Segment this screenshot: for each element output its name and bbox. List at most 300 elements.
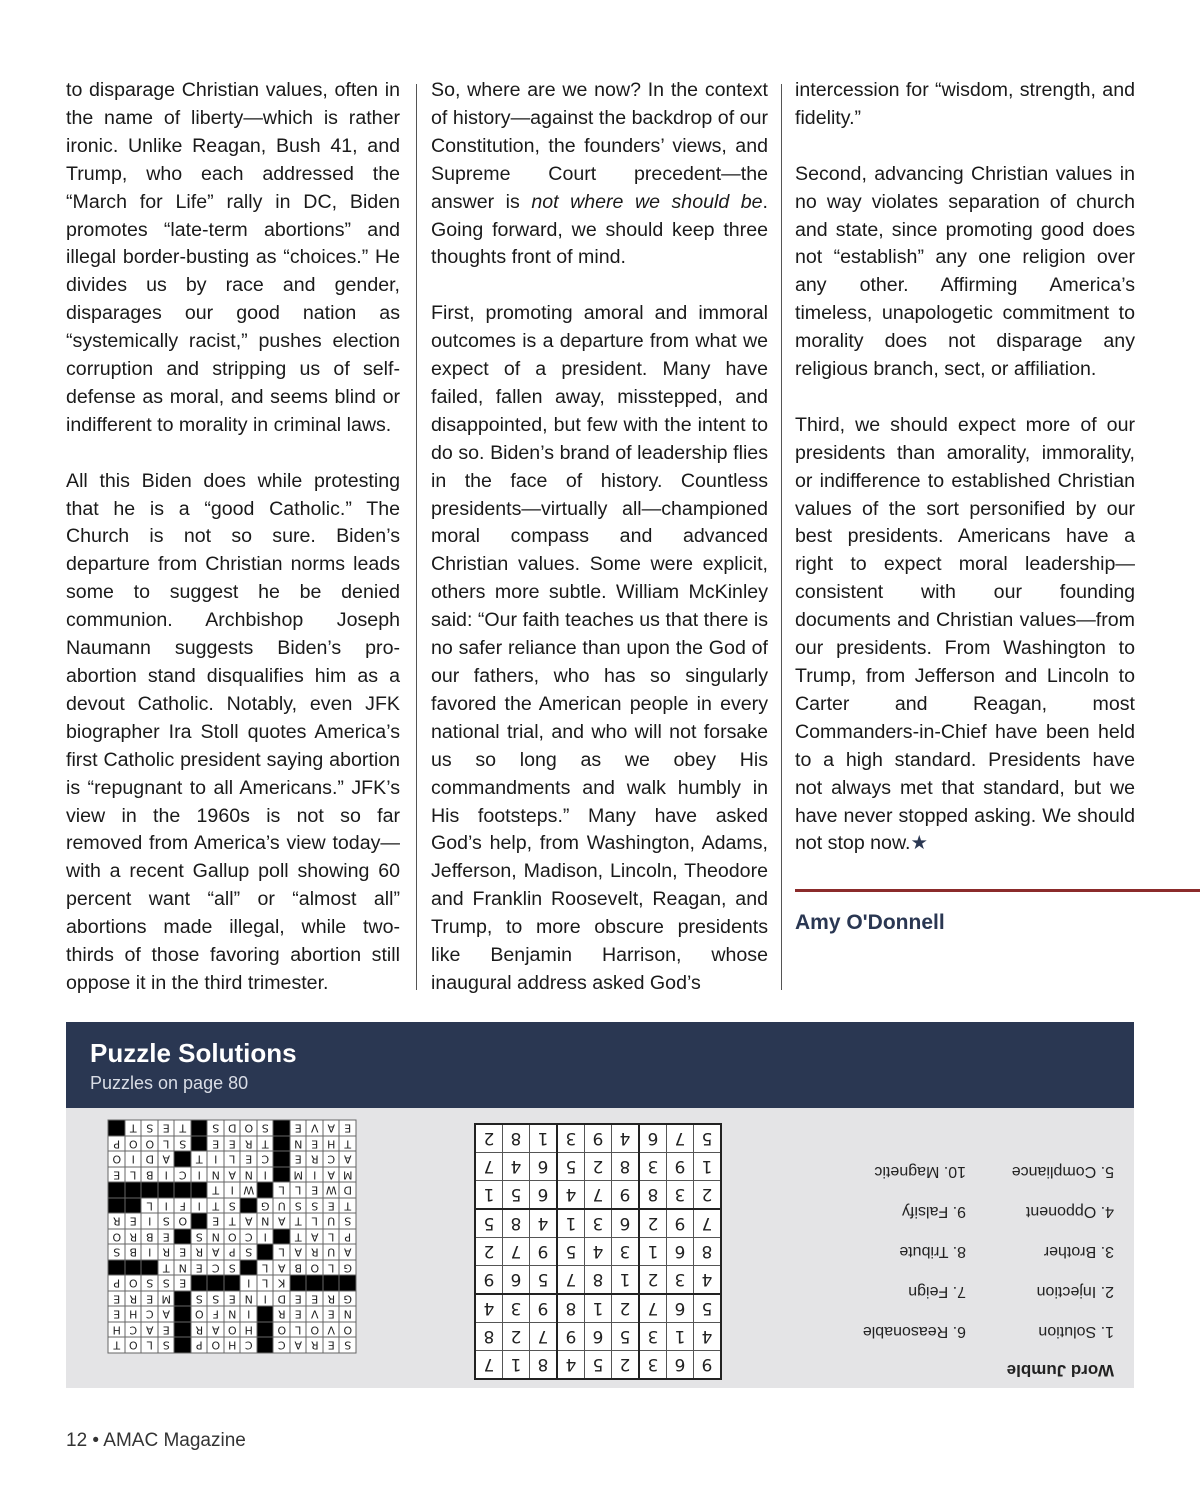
sudoku-cell: 8	[475, 1323, 503, 1351]
crossword-row	[109, 1291, 357, 1307]
crossword-block	[175, 1291, 192, 1307]
crossword-block	[175, 1322, 192, 1338]
sudoku-cell: 4	[585, 1238, 612, 1266]
crossword-block	[109, 1183, 126, 1199]
sudoku-cell: 8	[503, 1124, 530, 1153]
crossword-cell: S	[142, 1276, 159, 1292]
crossword-row	[109, 1183, 357, 1199]
sudoku-cell: 5	[503, 1181, 530, 1210]
crossword-cell: A	[158, 1152, 175, 1168]
sudoku-cell: 3	[667, 1266, 694, 1295]
crossword-cell: W	[241, 1183, 258, 1199]
col3-paragraph-3	[795, 412, 1135, 859]
crossword-cell: P	[191, 1338, 208, 1354]
crossword-cell: R	[274, 1307, 291, 1323]
crossword-cell: T	[191, 1152, 208, 1168]
sudoku-cell: 1	[612, 1266, 640, 1295]
sudoku-cell: 2	[503, 1323, 530, 1351]
sudoku-cell: 9	[557, 1323, 585, 1351]
sudoku-cell: 1	[475, 1181, 503, 1210]
crossword-cell: P	[109, 1136, 126, 1152]
crossword-cell: N	[257, 1214, 274, 1230]
sudoku-row	[475, 1323, 721, 1351]
crossword-cell: H	[109, 1322, 126, 1338]
crossword-block	[257, 1245, 274, 1261]
crossword-cell: V	[323, 1322, 340, 1338]
crossword-cell: O	[191, 1307, 208, 1323]
crossword-block	[191, 1136, 208, 1152]
crossword-cell: O	[142, 1136, 159, 1152]
crossword-block	[257, 1322, 274, 1338]
crossword-cell: L	[323, 1260, 340, 1276]
crossword-cell: C	[323, 1152, 340, 1168]
crossword-cell: V	[307, 1307, 324, 1323]
crossword-cell: S	[208, 1291, 225, 1307]
sudoku-cell: 3	[503, 1294, 530, 1323]
sudoku-cell: 9	[530, 1238, 558, 1266]
jumble-item: 9. Falsify	[901, 1203, 966, 1220]
crossword-cell: O	[175, 1214, 192, 1230]
sudoku-cell: 2	[475, 1238, 503, 1266]
crossword-cell: S	[224, 1198, 241, 1214]
col1-paragraph-2: All this Biden does while protesting that he is a “good Catholic.” The Church is not so sure. Biden’s departure from Christian norms leads some to suggest he be denied communion. Archbishop Joseph Naumann suggests Biden’s pro-abortion stand disqualifies him as a devout Catholic. Notably, even JFK biographer Ira Stoll quotes America’s first Catholic president saying abortion is “repugnant to all Americans.” JFK’s view in the 1960s is not so far removed from America’s view today—with a recent Gallup poll showing 60 percent want “all” or “almost all” abortions made illegal, while two-thirds of those favoring abortion still oppose it in the third trimester.	[66, 469, 400, 994]
crossword-cell: C	[257, 1152, 274, 1168]
crossword-cell: U	[323, 1214, 340, 1230]
crossword-cell: G	[340, 1260, 357, 1276]
crossword-cell: E	[158, 1229, 175, 1245]
sudoku-cell: 7	[694, 1209, 722, 1238]
crossword-row	[109, 1307, 357, 1323]
sudoku-cell: 5	[530, 1266, 558, 1295]
crossword-block	[274, 1136, 291, 1152]
crossword-block	[175, 1152, 192, 1168]
crossword-cell: N	[241, 1291, 258, 1307]
crossword-cell: N	[208, 1167, 225, 1183]
crossword-cell: L	[290, 1322, 307, 1338]
sudoku-cell: 9	[694, 1351, 722, 1380]
sudoku-cell: 7	[475, 1351, 503, 1380]
crossword-cell: I	[142, 1214, 159, 1230]
crossword-cell: P	[109, 1276, 126, 1292]
crossword-cell: A	[241, 1214, 258, 1230]
crossword-cell: H	[125, 1307, 142, 1323]
crossword-cell: V	[307, 1121, 324, 1137]
crossword-cell: E	[241, 1152, 258, 1168]
crossword-block	[125, 1183, 142, 1199]
column-divider	[416, 84, 417, 990]
crossword-cell: A	[323, 1167, 340, 1183]
crossword-cell: O	[109, 1152, 126, 1168]
crossword-cell: O	[125, 1136, 142, 1152]
crossword-cell: S	[208, 1121, 225, 1137]
word-jumble-solution	[842, 1124, 1114, 1380]
sudoku-cell: 8	[694, 1238, 722, 1266]
crossword-block	[142, 1260, 159, 1276]
crossword-cell: L	[323, 1229, 340, 1245]
crossword-cell: D	[274, 1291, 291, 1307]
crossword-cell: D	[340, 1183, 357, 1199]
crossword-cell: T	[109, 1338, 126, 1354]
sudoku-cell: 7	[667, 1124, 694, 1153]
crossword-cell: L	[257, 1260, 274, 1276]
crossword-cell: B	[290, 1260, 307, 1276]
crossword-cell: A	[290, 1245, 307, 1261]
sudoku-cell: 1	[557, 1209, 585, 1238]
crossword-cell: O	[307, 1260, 324, 1276]
sudoku-cell: 2	[639, 1266, 667, 1295]
crossword-cell: E	[307, 1136, 324, 1152]
crossword-block	[109, 1121, 126, 1137]
sudoku-cell: 1	[694, 1153, 722, 1181]
crossword-cell: E	[224, 1291, 241, 1307]
crossword-cell: E	[307, 1183, 324, 1199]
crossword-cell: S	[257, 1121, 274, 1137]
crossword-cell: I	[191, 1167, 208, 1183]
puzzle-header	[66, 1022, 1134, 1108]
sudoku-cell: 9	[475, 1266, 503, 1295]
jumble-item: 7. Feign	[908, 1283, 966, 1300]
sudoku-cell: 8	[503, 1209, 530, 1238]
crossword-cell: R	[241, 1136, 258, 1152]
author-divider	[795, 889, 1200, 892]
crossword-block	[323, 1276, 340, 1292]
crossword-cell: T	[208, 1198, 225, 1214]
crossword-cell: E	[109, 1167, 126, 1183]
sudoku-cell: 5	[475, 1209, 503, 1238]
jumble-item: 10. Magnetic	[874, 1163, 966, 1180]
sudoku-cell: 4	[557, 1181, 585, 1210]
sudoku-row	[475, 1209, 721, 1238]
crossword-cell: E	[290, 1152, 307, 1168]
sudoku-row	[475, 1124, 721, 1153]
crossword-cell: R	[307, 1338, 324, 1354]
sudoku-cell: 2	[612, 1294, 640, 1323]
crossword-cell: E	[109, 1291, 126, 1307]
crossword-cell: N	[290, 1136, 307, 1152]
crossword-block	[241, 1260, 258, 1276]
crossword-row	[109, 1322, 357, 1338]
crossword-block	[142, 1183, 159, 1199]
sudoku-cell: 7	[475, 1153, 503, 1181]
crossword-cell: T	[290, 1229, 307, 1245]
crossword-cell: A	[158, 1307, 175, 1323]
sudoku-cell: 4	[475, 1294, 503, 1323]
crossword-cell: U	[274, 1198, 291, 1214]
crossword-cell: S	[158, 1338, 175, 1354]
crossword-cell: M	[340, 1167, 357, 1183]
crossword-cell: E	[109, 1307, 126, 1323]
crossword-cell: L	[274, 1245, 291, 1261]
crossword-solution	[108, 1120, 357, 1354]
sudoku-cell: 7	[557, 1266, 585, 1295]
crossword-cell: T	[125, 1121, 142, 1137]
crossword-cell: T	[175, 1121, 192, 1137]
crossword-block	[257, 1338, 274, 1354]
crossword-cell: E	[208, 1214, 225, 1230]
sudoku-cell: 6	[667, 1351, 694, 1380]
crossword-cell: E	[290, 1121, 307, 1137]
crossword-block	[175, 1338, 192, 1354]
crossword-cell: S	[307, 1198, 324, 1214]
crossword-cell: T	[208, 1183, 225, 1199]
sudoku-cell: 9	[530, 1294, 558, 1323]
crossword-cell: E	[191, 1260, 208, 1276]
sudoku-cell: 1	[503, 1351, 530, 1380]
sudoku-cell: 6	[503, 1266, 530, 1295]
sudoku-cell: 7	[530, 1323, 558, 1351]
sudoku-cell: 4	[557, 1351, 585, 1380]
crossword-cell: N	[340, 1307, 357, 1323]
crossword-cell: N	[241, 1167, 258, 1183]
sudoku-cell: 4	[530, 1209, 558, 1238]
crossword-cell: R	[307, 1152, 324, 1168]
crossword-block	[274, 1121, 291, 1137]
crossword-cell: A	[274, 1260, 291, 1276]
sudoku-cell: 9	[585, 1124, 612, 1153]
crossword-cell: H	[241, 1322, 258, 1338]
crossword-cell: L	[142, 1338, 159, 1354]
sudoku-cell: 8	[639, 1181, 667, 1210]
col3-paragraph-2: Second, advancing Christian values in no way violates separation of church and state, since promoting good does not “establish” any one religion over any other. Affirming America’s timeless, unapologetic commitment to morality does not disparage any religious branch, sect, or affiliation.	[795, 162, 1135, 381]
crossword-cell: C	[241, 1229, 258, 1245]
crossword-cell: I	[224, 1183, 241, 1199]
crossword-cell: A	[208, 1245, 225, 1261]
crossword-cell: E	[340, 1121, 357, 1137]
jumble-item: 8. Tribute	[899, 1243, 966, 1260]
crossword-cell: E	[224, 1136, 241, 1152]
crossword-cell: L	[274, 1183, 291, 1199]
sudoku-cell: 7	[503, 1238, 530, 1266]
crossword-cell: O	[241, 1121, 258, 1137]
crossword-cell: C	[175, 1167, 192, 1183]
crossword-block	[175, 1183, 192, 1199]
crossword-cell: A	[340, 1152, 357, 1168]
crossword-cell: I	[241, 1276, 258, 1292]
crossword-cell: S	[175, 1136, 192, 1152]
crossword-row	[109, 1198, 357, 1214]
crossword-cell: R	[191, 1322, 208, 1338]
col2-paragraph-1	[431, 77, 768, 272]
crossword-cell: O	[224, 1322, 241, 1338]
crossword-row	[109, 1167, 357, 1183]
article-column-1	[66, 77, 400, 998]
crossword-cell: A	[340, 1245, 357, 1261]
crossword-block	[307, 1276, 324, 1292]
crossword-cell: S	[340, 1338, 357, 1354]
crossword-cell: N	[175, 1260, 192, 1276]
sudoku-cell: 1	[639, 1238, 667, 1266]
col2-p1-emphasis: not where we should be	[531, 190, 763, 213]
sudoku-cell: 6	[530, 1181, 558, 1210]
sudoku-cell: 5	[557, 1153, 585, 1181]
crossword-cell: T	[158, 1260, 175, 1276]
article-column-3	[795, 77, 1135, 858]
crossword-block	[158, 1183, 175, 1199]
crossword-cell: A	[290, 1338, 307, 1354]
crossword-block	[208, 1276, 225, 1292]
crossword-cell: T	[290, 1214, 307, 1230]
crossword-cell: S	[191, 1291, 208, 1307]
sudoku-cell: 5	[557, 1238, 585, 1266]
crossword-cell: S	[158, 1214, 175, 1230]
crossword-block	[224, 1276, 241, 1292]
puzzle-title: Puzzle Solutions	[90, 1038, 297, 1068]
crossword-cell: E	[125, 1214, 142, 1230]
crossword-cell: A	[208, 1322, 225, 1338]
crossword-block	[191, 1214, 208, 1230]
crossword-cell: L	[224, 1152, 241, 1168]
crossword-cell: R	[323, 1291, 340, 1307]
crossword-cell: E	[323, 1338, 340, 1354]
crossword-row	[109, 1229, 357, 1245]
crossword-cell: F	[208, 1307, 225, 1323]
crossword-cell: A	[224, 1167, 241, 1183]
crossword-cell: B	[142, 1229, 159, 1245]
crossword-row	[109, 1214, 357, 1230]
crossword-cell: P	[224, 1245, 241, 1261]
crossword-cell: A	[307, 1229, 324, 1245]
sudoku-cell: 6	[530, 1153, 558, 1181]
sudoku-cell: 3	[639, 1351, 667, 1380]
sudoku-cell: 4	[694, 1323, 722, 1351]
sudoku-cell: 7	[585, 1181, 612, 1210]
crossword-cell: C	[274, 1338, 291, 1354]
crossword-block	[257, 1307, 274, 1323]
sudoku-cell: 2	[639, 1209, 667, 1238]
crossword-cell: L	[158, 1136, 175, 1152]
sudoku-cell: 4	[503, 1153, 530, 1181]
sudoku-cell: 5	[694, 1124, 722, 1153]
sudoku-cell: 3	[639, 1153, 667, 1181]
crossword-cell: R	[307, 1245, 324, 1261]
crossword-cell: R	[125, 1229, 142, 1245]
crossword-cell: S	[191, 1229, 208, 1245]
crossword-cell: I	[142, 1245, 159, 1261]
crossword-cell: E	[142, 1291, 159, 1307]
sudoku-cell: 5	[585, 1351, 612, 1380]
crossword-block	[125, 1260, 142, 1276]
sudoku-cell: 2	[612, 1351, 640, 1380]
crossword-cell: I	[257, 1167, 274, 1183]
crossword-cell: I	[208, 1152, 225, 1168]
jumble-item: 3. Brother	[1043, 1243, 1114, 1260]
crossword-cell: H	[323, 1136, 340, 1152]
crossword-cell: C	[142, 1307, 159, 1323]
crossword-cell: A	[274, 1214, 291, 1230]
col3-paragraph-1: intercession for “wisdom, strength, and fidelity.”	[795, 79, 1135, 129]
sudoku-cell: 3	[667, 1181, 694, 1210]
sudoku-cell: 2	[475, 1124, 503, 1153]
sudoku-solution	[474, 1123, 722, 1380]
crossword-block	[257, 1183, 274, 1199]
crossword-block	[125, 1198, 142, 1214]
page-footer: 12 • AMAC Magazine	[66, 1430, 246, 1451]
puzzle-subtitle: Puzzles on page 80	[90, 1073, 249, 1093]
crossword-cell: O	[340, 1322, 357, 1338]
crossword-block	[241, 1198, 258, 1214]
crossword-cell: I	[158, 1198, 175, 1214]
sudoku-row	[475, 1294, 721, 1323]
jumble-item: 4. Opponent	[1025, 1203, 1114, 1220]
author-byline: Amy O'Donnell	[795, 911, 945, 934]
end-star-icon: ★	[910, 832, 929, 855]
jumble-item: 2. Injection	[1036, 1283, 1114, 1300]
column-divider	[781, 84, 782, 990]
crossword-cell: L	[257, 1276, 274, 1292]
crossword-block	[109, 1198, 126, 1214]
crossword-cell: C	[241, 1338, 258, 1354]
crossword-block	[175, 1307, 192, 1323]
crossword-cell: S	[142, 1121, 159, 1137]
sudoku-cell: 6	[612, 1209, 640, 1238]
crossword-cell: I	[307, 1167, 324, 1183]
sudoku-cell: 6	[585, 1323, 612, 1351]
crossword-cell: R	[109, 1214, 126, 1230]
article-column-2	[431, 77, 768, 998]
crossword-cell: E	[208, 1136, 225, 1152]
crossword-cell: N	[224, 1307, 241, 1323]
crossword-cell: E	[290, 1291, 307, 1307]
crossword-cell: F	[175, 1198, 192, 1214]
crossword-cell: O	[274, 1322, 291, 1338]
crossword-cell: I	[241, 1307, 258, 1323]
crossword-cell: L	[307, 1214, 324, 1230]
crossword-cell: O	[109, 1229, 126, 1245]
crossword-cell: C	[125, 1322, 142, 1338]
crossword-cell: L	[125, 1167, 142, 1183]
sudoku-cell: 4	[694, 1266, 722, 1295]
crossword-cell: O	[307, 1322, 324, 1338]
sudoku-cell: 1	[585, 1294, 612, 1323]
crossword-row	[109, 1245, 357, 1261]
sudoku-cell: 7	[639, 1294, 667, 1323]
sudoku-row	[475, 1238, 721, 1266]
jumble-item: 6. Reasonable	[862, 1323, 966, 1340]
sudoku-cell: 8	[530, 1351, 558, 1380]
crossword-cell: I	[257, 1229, 274, 1245]
crossword-cell: E	[323, 1307, 340, 1323]
crossword-cell: I	[125, 1152, 142, 1168]
crossword-block	[340, 1276, 357, 1292]
crossword-cell: D	[142, 1152, 159, 1168]
crossword-cell: S	[241, 1245, 258, 1261]
crossword-cell: D	[224, 1121, 241, 1137]
sudoku-cell: 3	[557, 1124, 585, 1153]
jumble-item: 1. Solution	[1038, 1323, 1114, 1340]
sudoku-cell: 8	[585, 1266, 612, 1295]
crossword-row	[109, 1338, 357, 1354]
crossword-cell: A	[323, 1121, 340, 1137]
crossword-row	[109, 1260, 357, 1276]
crossword-block	[191, 1183, 208, 1199]
sudoku-cell: 9	[612, 1181, 640, 1210]
crossword-cell: P	[340, 1229, 357, 1245]
crossword-cell: S	[109, 1245, 126, 1261]
sudoku-row	[475, 1153, 721, 1181]
crossword-cell: M	[158, 1291, 175, 1307]
crossword-cell: G	[340, 1291, 357, 1307]
sudoku-cell: 1	[667, 1323, 694, 1351]
sudoku-cell: 3	[612, 1238, 640, 1266]
sudoku-cell: 9	[667, 1153, 694, 1181]
sudoku-cell: 2	[694, 1181, 722, 1210]
crossword-cell: U	[323, 1245, 340, 1261]
crossword-row	[109, 1152, 357, 1168]
crossword-cell: L	[142, 1198, 159, 1214]
jumble-item: 5. Compliance	[1011, 1163, 1114, 1180]
crossword-cell: T	[257, 1136, 274, 1152]
crossword-cell: E	[158, 1322, 175, 1338]
